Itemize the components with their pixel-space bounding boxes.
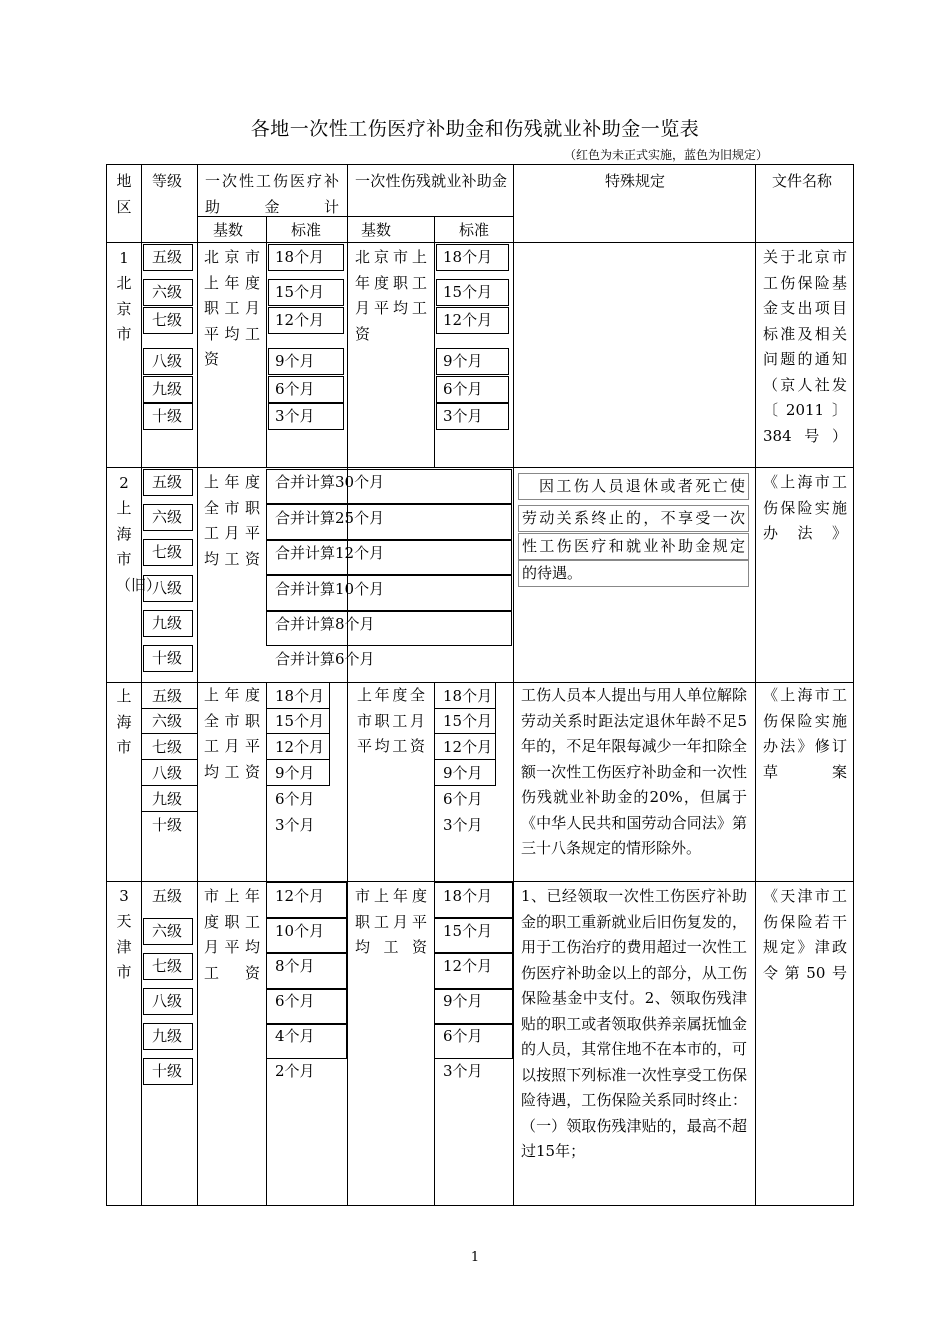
section-divider (107, 467, 853, 468)
employment-standard: 15个月 (443, 922, 493, 940)
medical-standard: 2个月 (275, 1062, 315, 1080)
medical-standard: 15个月 (275, 283, 325, 301)
employment-base: 北京市上年度职工月平均工资 (355, 248, 427, 343)
employment-standard: 12个月 (443, 738, 493, 756)
grade-label: 十级 (152, 1062, 183, 1080)
column-line (755, 165, 756, 1205)
grade-label: 五级 (152, 248, 183, 266)
special-rule: 劳动关系终止的，不享受一次 (522, 509, 745, 527)
page-title: 各地一次性工伤医疗补助金和伤残就业补助金一览表 (250, 118, 700, 140)
column-line (197, 165, 198, 1205)
column-line (347, 165, 348, 1205)
header-region: 地区 (116, 172, 132, 216)
employment-base: 市上年度职工月平均工资 (355, 887, 427, 956)
grade-label: 六级 (152, 283, 183, 301)
grade-label: 九级 (152, 614, 183, 632)
medical-standard: 18个月 (275, 687, 325, 705)
region-name: 上海市（旧） (116, 499, 162, 594)
medical-standard: 12个月 (275, 887, 325, 905)
medical-standard: 6个月 (275, 790, 315, 808)
grade-label: 五级 (152, 887, 183, 905)
column-line (141, 165, 142, 1205)
header-medical-base: 基数 (213, 221, 244, 239)
medical-standard: 4个月 (275, 1027, 315, 1045)
combined-base: 上年度全市职工月平均工资 (204, 473, 260, 568)
medical-standard: 6个月 (275, 380, 315, 398)
grade-label: 八级 (152, 764, 183, 782)
grade-label: 六级 (152, 508, 183, 526)
header-grade: 等级 (152, 172, 183, 190)
grade-label: 七级 (152, 543, 183, 561)
special-rule: 的待遇。 (522, 564, 583, 582)
header-doc: 文件名称 (772, 172, 833, 190)
employment-standard: 3个月 (443, 407, 483, 425)
employment-standard: 9个月 (443, 352, 483, 370)
region-number: 3 (119, 887, 129, 905)
region-name: 上海市 (116, 687, 132, 756)
special-rule: 因工伤人员退休或者死亡使 (539, 477, 745, 495)
document-name: 关于北京市工伤保险基金支出项目标准及相关问题的通知（京人社发〔2011〕384号） (763, 248, 847, 445)
compensation-table (106, 164, 854, 1206)
special-rule: 工伤人员本人提出与用人单位解除劳动关系时距法定退休年龄不足5年的，不足年限每减少一年扣除全额一次性工伤医疗补助金和一次性伤残就业补助金的20%，但属于《中华人民共和国劳动合同法》第三十八条规定的情形除外。 (521, 686, 747, 857)
medical-standard: 9个月 (275, 764, 315, 782)
medical-standard: 8个月 (275, 957, 315, 975)
grade-label: 六级 (152, 922, 183, 940)
grade-label: 七级 (152, 311, 183, 329)
column-line (513, 165, 514, 1205)
header-employment-standard: 标准 (459, 221, 490, 239)
header-medical: 一次性工伤医疗补助金计 (205, 172, 339, 216)
employment-standard: 3个月 (443, 1062, 483, 1080)
combined-standard: 合并计算10个月 (275, 580, 385, 598)
medical-base: 北京市上年度职工月平均工资 (204, 248, 260, 368)
employment-standard: 6个月 (443, 790, 483, 808)
employment-standard: 6个月 (443, 1027, 483, 1045)
header-medical-standard: 标准 (291, 221, 322, 239)
medical-standard: 6个月 (275, 992, 315, 1010)
grade-label: 七级 (152, 738, 183, 756)
header-employment: 一次性伤残就业补助金 (355, 172, 507, 190)
column-line (434, 216, 435, 468)
region-number: 1 (119, 249, 129, 267)
grade-label: 五级 (152, 473, 183, 491)
page-number: 1 (470, 1250, 480, 1265)
medical-standard: 12个月 (275, 738, 325, 756)
employment-standard: 9个月 (443, 992, 483, 1010)
grade-label: 七级 (152, 957, 183, 975)
employment-standard: 3个月 (443, 816, 483, 834)
medical-standard: 15个月 (275, 712, 325, 730)
region-name: 北京市 (116, 274, 132, 343)
medical-standard: 3个月 (275, 407, 315, 425)
grade-label: 十级 (152, 649, 183, 667)
employment-standard: 18个月 (443, 248, 493, 266)
region-name: 天津市 (116, 912, 132, 981)
employment-standard: 12个月 (443, 311, 493, 329)
employment-standard: 9个月 (443, 764, 483, 782)
grade-label: 八级 (152, 992, 183, 1010)
document-name: 《上海市工伤保险实施办法》 (763, 473, 847, 542)
medical-standard: 10个月 (275, 922, 325, 940)
medical-base: 上年度全市职工月平均工资 (204, 686, 260, 781)
special-rule: 1、已经领取一次性工伤医疗补助金的职工重新就业后旧伤复发的，用于工伤治疗的费用超过一次性工伤医疗补助金以上的部分，从工伤保险基金中支付。2、领取伤残津贴的职工或者领取供养亲属抚恤金的人员，其常住地不在本市的，可以按照下列标准一次性享受工伤保险待遇，工伤保险关系同时终止：（一）领取伤残津贴的，最高不超过15年； (521, 887, 747, 1160)
employment-standard: 18个月 (443, 687, 493, 705)
employment-base: 上年度全市职工月平均工资 (357, 686, 425, 755)
employment-standard: 15个月 (443, 712, 493, 730)
medical-standard: 12个月 (275, 311, 325, 329)
header-employment-base: 基数 (361, 221, 392, 239)
grade-label: 九级 (152, 380, 183, 398)
employment-standard: 12个月 (443, 957, 493, 975)
grade-label: 十级 (152, 407, 183, 425)
employment-standard: 15个月 (443, 283, 493, 301)
grade-label: 六级 (152, 712, 183, 730)
special-rule: 性工伤医疗和就业补助金规定 (522, 537, 745, 555)
employment-standard: 18个月 (443, 887, 493, 905)
grade-label: 八级 (152, 352, 183, 370)
combined-standard: 合并计算8个月 (275, 615, 375, 633)
header-special: 特殊规定 (605, 172, 666, 190)
grade-label: 八级 (152, 579, 183, 597)
combined-standard: 合并计算12个月 (275, 544, 385, 562)
column-line (266, 216, 267, 468)
document-name: 《天津市工伤保险若干规定》津政令第50号 (763, 887, 847, 982)
medical-standard: 18个月 (275, 248, 325, 266)
region-number: 2 (119, 474, 129, 492)
combined-standard: 合并计算25个月 (275, 509, 385, 527)
combined-standard: 合并计算6个月 (275, 650, 375, 668)
color-note: （红色为未正式实施，蓝色为旧规定） (564, 148, 769, 162)
grade-label: 九级 (152, 790, 183, 808)
medical-standard: 9个月 (275, 352, 315, 370)
grade-label: 十级 (152, 816, 183, 834)
grade-label: 九级 (152, 1027, 183, 1045)
medical-standard: 3个月 (275, 816, 315, 834)
combined-standard: 合并计算30个月 (275, 473, 385, 491)
medical-base: 市上年度职工月平均工资 (204, 887, 260, 982)
employment-standard: 6个月 (443, 380, 483, 398)
document-name: 《上海市工伤保险实施办法》修订草案 (763, 686, 847, 781)
grade-label: 五级 (152, 687, 183, 705)
